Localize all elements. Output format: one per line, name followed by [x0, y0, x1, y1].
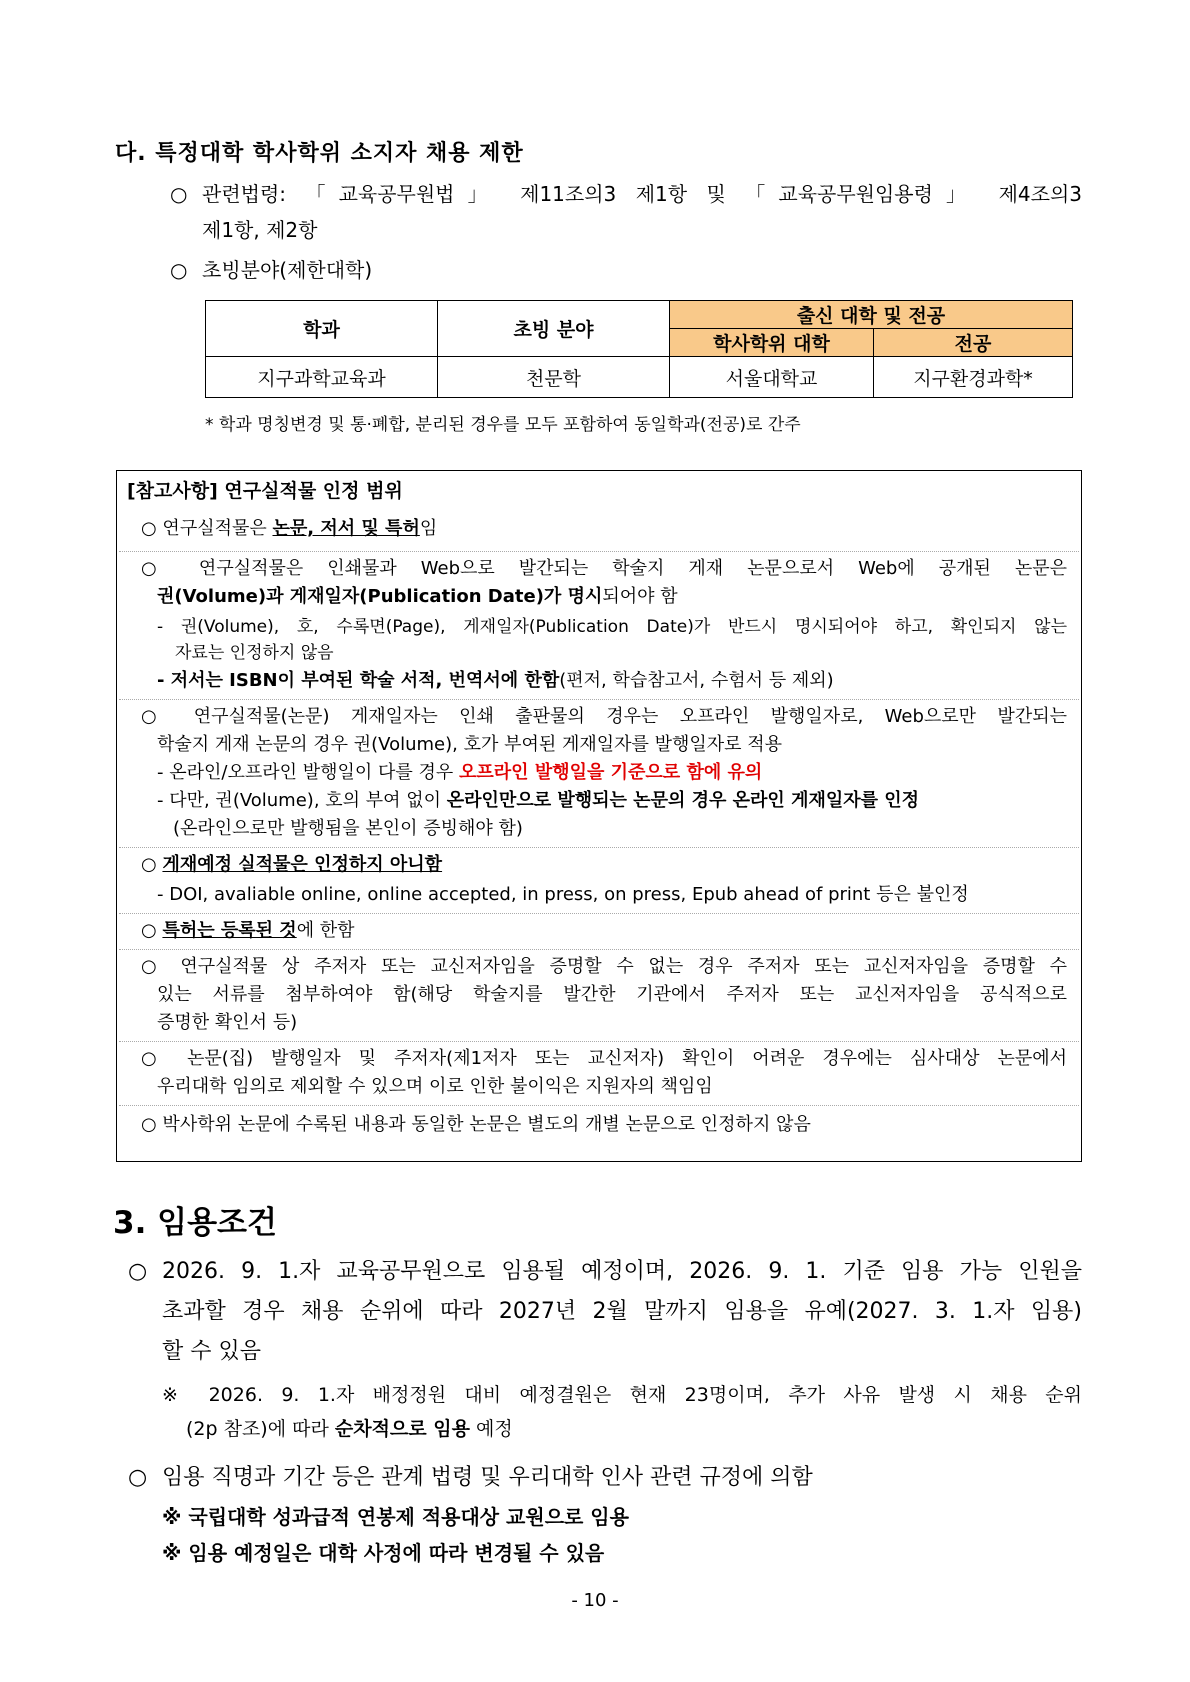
ref-item-6-line-2: 있는 서류를 첨부하여야 함(해당 학술지를 발간한 기관에서 주저자 또는 교신저자임을 공식적으로: [157, 984, 1067, 1005]
ref-item-7-line-1: ○ 논문(집) 발행일자 및 주저자(제1저자 또는 교신저자) 확인이 어려운 경우에는 심사대상 논문에서: [141, 1048, 1067, 1069]
ref-item-4-sub-1: - DOI, avaliable online, online accepted, in press, on press, Epub ahead of print 등은 불인정: [157, 884, 969, 905]
condition-1-note-line-2: (2p 참조)에 따라 순차적으로 임용 예정: [186, 1418, 513, 1440]
condition-1-bullet: ○: [128, 1259, 148, 1284]
ref-item-1: ○ 연구실적물은 논문, 저서 및 특허임: [141, 518, 438, 539]
condition-1-line-1: 2026. 9. 1.자 교육공무원으로 임용될 예정이며, 2026. 9. 1. 기준 임용 가능 인원을: [162, 1259, 1082, 1284]
condition-1-line-2: 초과할 경우 채용 순위에 따라 2027년 2월 말까지 임용을 유예(2027. 3. 1.자 임용): [162, 1299, 1082, 1324]
bullet-mark: ○: [170, 258, 188, 282]
condition-2: 임용 직명과 기간 등은 관계 법령 및 우리대학 인사 관련 규정에 의함: [162, 1465, 813, 1490]
ref-item-2-line-2: 권(Volume)과 게재일자(Publication Date)가 명시되어야 함: [157, 586, 678, 607]
condition-2-bullet: ○: [128, 1465, 148, 1490]
ref-item-3-sub-2-line-2: (온라인으로만 발행됨을 본인이 증빙해야 함): [173, 818, 523, 839]
ref-item-1-emphasis: 논문, 저서 및 특허: [272, 518, 420, 539]
section-3-title: 3. 임용조건: [113, 1205, 277, 1241]
ref-item-6-line-3: 증명한 확인서 등): [157, 1012, 298, 1033]
cell-univ: 서울대학교: [670, 357, 874, 398]
ref-item-5: ○ 특허는 등록된 것에 한함: [141, 920, 355, 941]
header-origin: 출신 대학 및 전공: [670, 301, 1073, 329]
ref-item-4: ○ 게재예정 실적물은 인정하지 아니함: [141, 854, 443, 875]
bullet-mark: ○: [170, 182, 188, 206]
cell-field: 천문학: [438, 357, 670, 398]
law-line-2: 제1항, 제2항: [202, 218, 318, 242]
cell-dept: 지구과학교육과: [206, 357, 438, 398]
ref-item-3-line-1: ○ 연구실적물(논문) 게재일자는 인쇄 출판물의 경우는 오프라인 발행일자로, Web으로만 발간되는: [141, 706, 1067, 727]
ref-item-2-sub-2: - 저서는 ISBN이 부여된 학술 서적, 번역서에 한함(편저, 학습참고서, 수험서 등 제외): [157, 670, 834, 691]
law-line-1: 관련법령: 「교육공무원법」 제11조의3 제1항 및 「교육공무원임용령」 제4조의3: [202, 182, 1082, 206]
hiring-restriction-table: [205, 300, 1073, 398]
header-univ: 학사학위 대학: [670, 329, 874, 357]
law-reference: [170, 176, 1085, 212]
ref-item-3-sub-1: - 온라인/오프라인 발행일이 다를 경우 오프라인 발행일을 기준으로 함에 유의: [157, 762, 763, 783]
reference-box: [116, 470, 1082, 1162]
ref-item-8: ○ 박사학위 논문에 수록된 내용과 동일한 논문은 별도의 개별 논문으로 인정하지 않음: [141, 1114, 811, 1135]
ref-item-2-sub-1-line-1: - 권(Volume), 호, 수록면(Page), 게재일자(Publication Date)가 반드시 명시되어야 하고, 확인되지 않는: [157, 617, 1067, 637]
reference-title: [참고사항] 연구실적물 인정 범위: [127, 480, 403, 502]
warning-text: 오프라인 발행일을 기준으로 함에 유의: [459, 762, 763, 783]
table-row: [206, 357, 1073, 398]
ref-item-3-sub-2: - 다만, 권(Volume), 호의 부여 없이 온라인만으로 발행되는 논문의 경우 온라인 게재일자를 인정: [157, 790, 920, 811]
header-major: 전공: [874, 329, 1073, 357]
condition-1-note-line-1: ※ 2026. 9. 1.자 배정정원 대비 예정결원은 현재 23명이며, 추가 사유 발생 시 채용 순위: [162, 1384, 1082, 1406]
field-label: 초빙분야(제한대학): [202, 258, 373, 282]
table-footnote: * 학과 명칭변경 및 통·폐합, 분리된 경우를 모두 포함하여 동일학과(전공)로 간주: [205, 415, 801, 435]
field-label-line: [170, 252, 372, 288]
ref-item-7-line-2: 우리대학 임의로 제외할 수 있으며 이로 인한 불이익은 지원자의 책임임: [157, 1076, 713, 1097]
condition-1-line-3: 할 수 있음: [162, 1339, 261, 1364]
ref-item-6-line-1: ○ 연구실적물 상 주저자 또는 교신저자임을 증명할 수 없는 경우 주저자 또는 교신저자임을 증명할 수: [141, 956, 1067, 977]
cell-major: 지구환경과학*: [874, 357, 1073, 398]
condition-2-note-1: ※ 국립대학 성과급적 연봉제 적용대상 교원으로 임용: [162, 1505, 629, 1529]
ref-item-2-line-1: ○ 연구실적물은 인쇄물과 Web으로 발간되는 학술지 게재 논문으로서 Web에 공개된 논문은: [141, 558, 1067, 579]
section-title: 다. 특정대학 학사학위 소지자 채용 제한: [115, 141, 524, 166]
header-field: 초빙 분야: [438, 301, 670, 357]
page-number: - 10 -: [571, 1590, 619, 1611]
condition-2-note-2: ※ 임용 예정일은 대학 사정에 따라 변경될 수 있음: [162, 1541, 605, 1565]
ref-item-2-sub-1-line-2: 자료는 인정하지 않음: [175, 643, 334, 663]
ref-item-3-line-2: 학술지 게재 논문의 경우 권(Volume), 호가 부여된 게재일자를 발행일자로 적용: [157, 734, 783, 755]
header-dept: 학과: [206, 301, 438, 357]
